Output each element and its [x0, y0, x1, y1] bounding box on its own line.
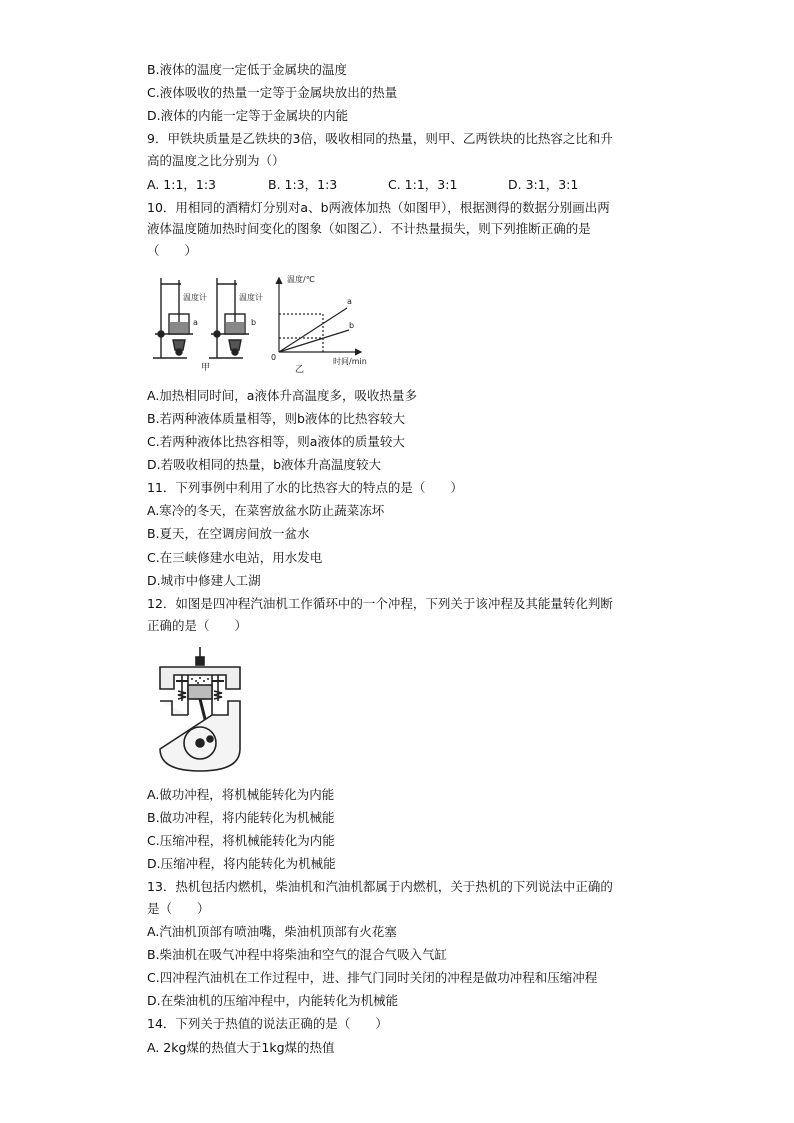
q11-option-b: B.夏天，在空调房间放一盆水 — [147, 526, 310, 541]
q9-option-a: A. 1:1，1:3 — [147, 177, 217, 192]
figure-yi-label: 乙 — [295, 365, 305, 375]
q10-option-a: A.加热相同时间，a液体升高温度多，吸收热量多 — [147, 388, 417, 403]
apparatus-b-liquid-label: b — [251, 318, 257, 327]
q8-option-b: B.液体的温度一定低于金属块的温度 — [147, 62, 348, 77]
q8-option-c: C.液体吸收的热量一定等于金属块放出的热量 — [147, 85, 398, 100]
apparatus-a-liquid-label: a — [193, 318, 198, 327]
q13-stem-line2: 是（ ） — [147, 901, 210, 916]
graph-y-axis-label: 温度/℃ — [287, 275, 315, 284]
q9-stem-line2: 高的温度之比分别为（） — [147, 153, 285, 168]
q9-option-b: B. 1:3，1:3 — [268, 177, 338, 192]
q11-option-a: A.寒冷的冬天，在菜窖放盆水防止蔬菜冻坏 — [147, 503, 385, 518]
graph-line-b-label: b — [349, 321, 355, 330]
line-a — [279, 308, 347, 352]
heating-apparatus-and-graph — [147, 270, 377, 378]
q12-engine-figure — [152, 645, 248, 775]
apparatus-b-thermometer-label: 温度计 — [239, 293, 263, 302]
q9-options — [147, 175, 647, 195]
q12-option-a: A.做功冲程，将机械能转化为内能 — [147, 787, 335, 802]
q10-stem-line1: 10．用相同的酒精灯分别对a、b两液体加热（如图甲），根据测得的数据分别画出两 — [147, 200, 610, 215]
q14-stem: 14．下列关于热值的说法正确的是（ ） — [147, 1016, 388, 1031]
q13-option-c: C.四冲程汽油机在工作过程中，进、排气门同时关闭的冲程是做功冲程和压缩冲程 — [147, 970, 598, 985]
q10-stem-line2: 液体温度随加热时间变化的图象（如图乙）．不计热量损失，则下列推断正确的是 — [147, 221, 591, 236]
graph-line-a-label: a — [347, 297, 352, 306]
q13-option-b: B.柴油机在吸气冲程中将柴油和空气的混合气吸入气缸 — [147, 947, 448, 962]
four-stroke-engine-diagram — [152, 645, 248, 775]
q9-stem-line1: 9．甲铁块质量是乙铁块的3倍，吸收相同的热量，则甲、乙两铁块的比热容之比和升 — [147, 131, 613, 146]
q13-stem-line1: 13．热机包括内燃机，柴油机和汽油机都属于内燃机，关于热机的下列说法中正确的 — [147, 879, 613, 894]
graph-origin-label: 0 — [271, 353, 277, 362]
apparatus-a-thermometer-label: 温度计 — [183, 293, 207, 302]
q10-option-d: D.若吸收相同的热量，b液体升高温度较大 — [147, 457, 382, 472]
q8-option-d: D.液体的内能一定等于金属块的内能 — [147, 108, 349, 123]
q11-option-d: D.城市中修建人工湖 — [147, 573, 261, 588]
q12-option-b: B.做功冲程，将内能转化为机械能 — [147, 810, 335, 825]
apparatus-b — [209, 278, 249, 358]
q9-option-c: C. 1:1，3:1 — [388, 177, 458, 192]
q9-option-d: D. 3:1，3:1 — [508, 177, 579, 192]
figure-jia-label: 甲 — [201, 363, 211, 373]
apparatus-a — [153, 278, 193, 358]
q14-option-a: A. 2kg煤的热值大于1kg煤的热值 — [147, 1040, 335, 1055]
temperature-time-graph — [276, 278, 361, 355]
q12-stem-line2: 正确的是（ ） — [147, 618, 248, 633]
q10-figure — [147, 270, 377, 378]
q12-option-c: C.压缩冲程，将机械能转化为内能 — [147, 833, 335, 848]
q11-stem: 11．下列事例中利用了水的比热容大的特点的是（ ） — [147, 480, 463, 495]
q12-stem-line1: 12．如图是四冲程汽油机工作循环中的一个冲程，下列关于该冲程及其能量转化判断 — [147, 596, 613, 611]
q12-option-d: D.压缩冲程，将内能转化为机械能 — [147, 856, 336, 871]
q11-option-c: C.在三峡修建水电站，用水发电 — [147, 550, 323, 565]
line-b — [279, 330, 349, 352]
graph-x-axis-label: 时间/min — [333, 357, 367, 366]
q10-option-c: C.若两种液体比热容相等，则a液体的质量较大 — [147, 434, 405, 449]
q13-option-a: A.汽油机顶部有喷油嘴，柴油机顶部有火花塞 — [147, 924, 397, 939]
q10-stem-line3: （ ） — [147, 243, 198, 258]
q13-option-d: D.在柴油机的压缩冲程中，内能转化为机械能 — [147, 993, 399, 1008]
q10-option-b: B.若两种液体质量相等，则b液体的比热容较大 — [147, 411, 405, 426]
